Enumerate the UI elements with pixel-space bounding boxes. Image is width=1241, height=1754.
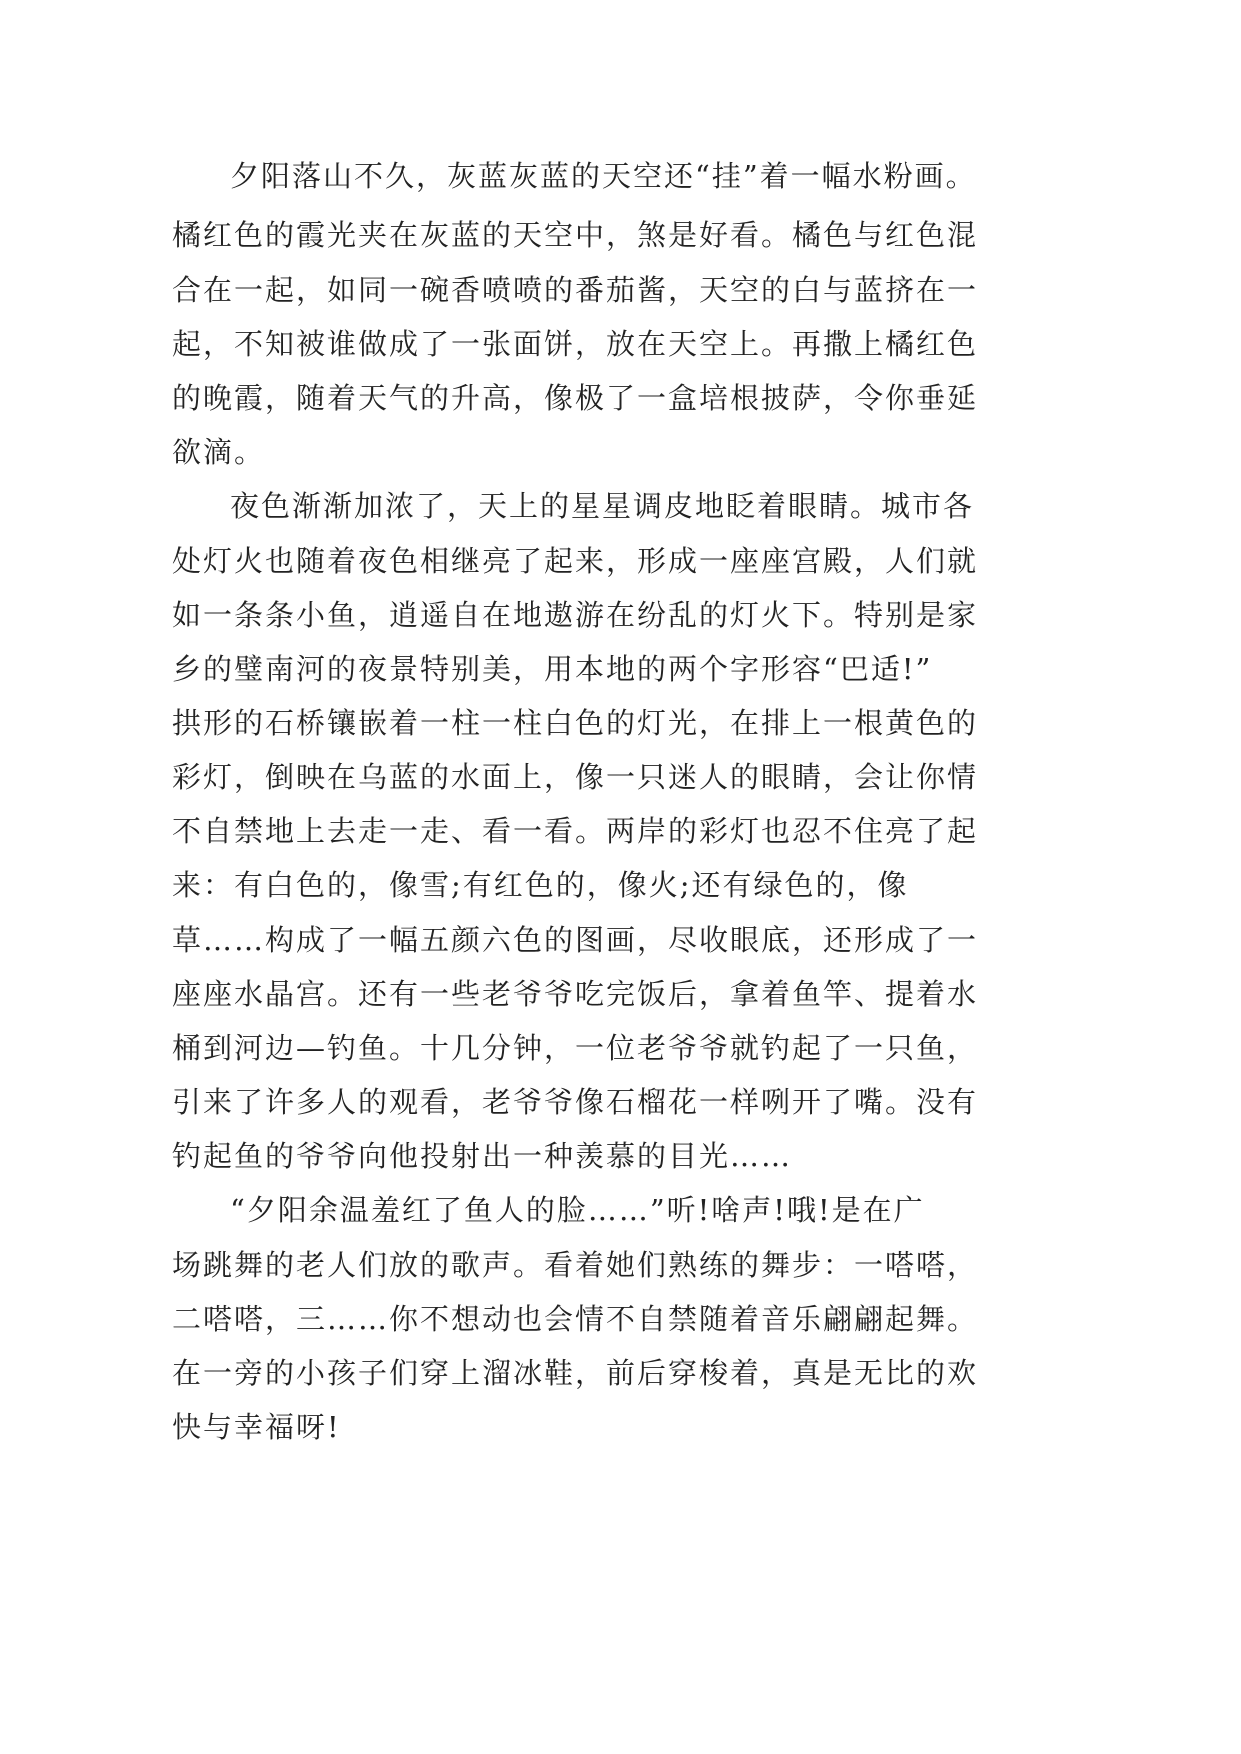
- text-line: 彩灯，倒映在乌蓝的水面上，像一只迷人的眼睛，会让你情: [172, 760, 979, 794]
- text-line: 的晚霞，随着天气的升高，像极了一盒培根披萨，令你垂延: [172, 381, 979, 415]
- text-line: 桶到河边—钓鱼。十几分钟，一位老爷爷就钓起了一只鱼，: [172, 1031, 979, 1065]
- text-line: 快与幸福呀!: [172, 1410, 341, 1444]
- text-line: 夜色渐渐加浓了，天上的星星调皮地眨着眼睛。城市各: [230, 489, 975, 523]
- text-line: 夕阳落山不久，灰蓝灰蓝的天空还“挂”着一幅水粉画。: [230, 159, 977, 193]
- text-line: 钓起鱼的爷爷向他投射出一种羡慕的目光……: [172, 1139, 793, 1173]
- text-line: 拱形的石桥镶嵌着一柱一柱白色的灯光，在排上一根黄色的: [172, 706, 979, 740]
- text-line: 不自禁地上去走一走、看一看。两岸的彩灯也忍不住亮了起: [172, 814, 979, 848]
- text-line: 二嗒嗒，三……你不想动也会情不自禁随着音乐翩翩起舞。: [172, 1302, 979, 1336]
- text-line: 处灯火也随着夜色相继亮了起来，形成一座座宫殿，人们就: [172, 544, 979, 578]
- text-line: 在一旁的小孩子们穿上溜冰鞋，前后穿梭着，真是无比的欢: [172, 1356, 979, 1390]
- text-line: 起，不知被谁做成了一张面饼，放在天空上。再撒上橘红色: [172, 327, 979, 361]
- text-line: “夕阳余温羞红了鱼人的脸……”听!啥声!哦!是在广: [230, 1193, 925, 1227]
- text-line: 合在一起，如同一碗香喷喷的番茄酱，天空的白与蓝挤在一: [172, 273, 979, 307]
- text-line: 欲滴。: [172, 435, 266, 469]
- text-line: 如一条条小鱼，逍遥自在地遨游在纷乱的灯火下。特别是家: [172, 598, 979, 632]
- text-line: 来：有白色的，像雪;有红色的，像火;还有绿色的，像: [172, 868, 909, 902]
- text-line: 橘红色的霞光夹在灰蓝的天空中，煞是好看。橘色与红色混: [172, 218, 979, 252]
- text-line: 场跳舞的老人们放的歌声。看着她们熟练的舞步：一嗒嗒，: [172, 1248, 979, 1282]
- text-line: 草……构成了一幅五颜六色的图画，尽收眼底，还形成了一: [172, 923, 979, 957]
- text-line: 座座水晶宫。还有一些老爷爷吃完饭后，拿着鱼竿、提着水: [172, 977, 979, 1011]
- text-line: 引来了许多人的观看，老爷爷像石榴花一样咧开了嘴。没有: [172, 1085, 979, 1119]
- text-line: 乡的璧南河的夜景特别美，用本地的两个字形容“巴适!”: [172, 652, 933, 686]
